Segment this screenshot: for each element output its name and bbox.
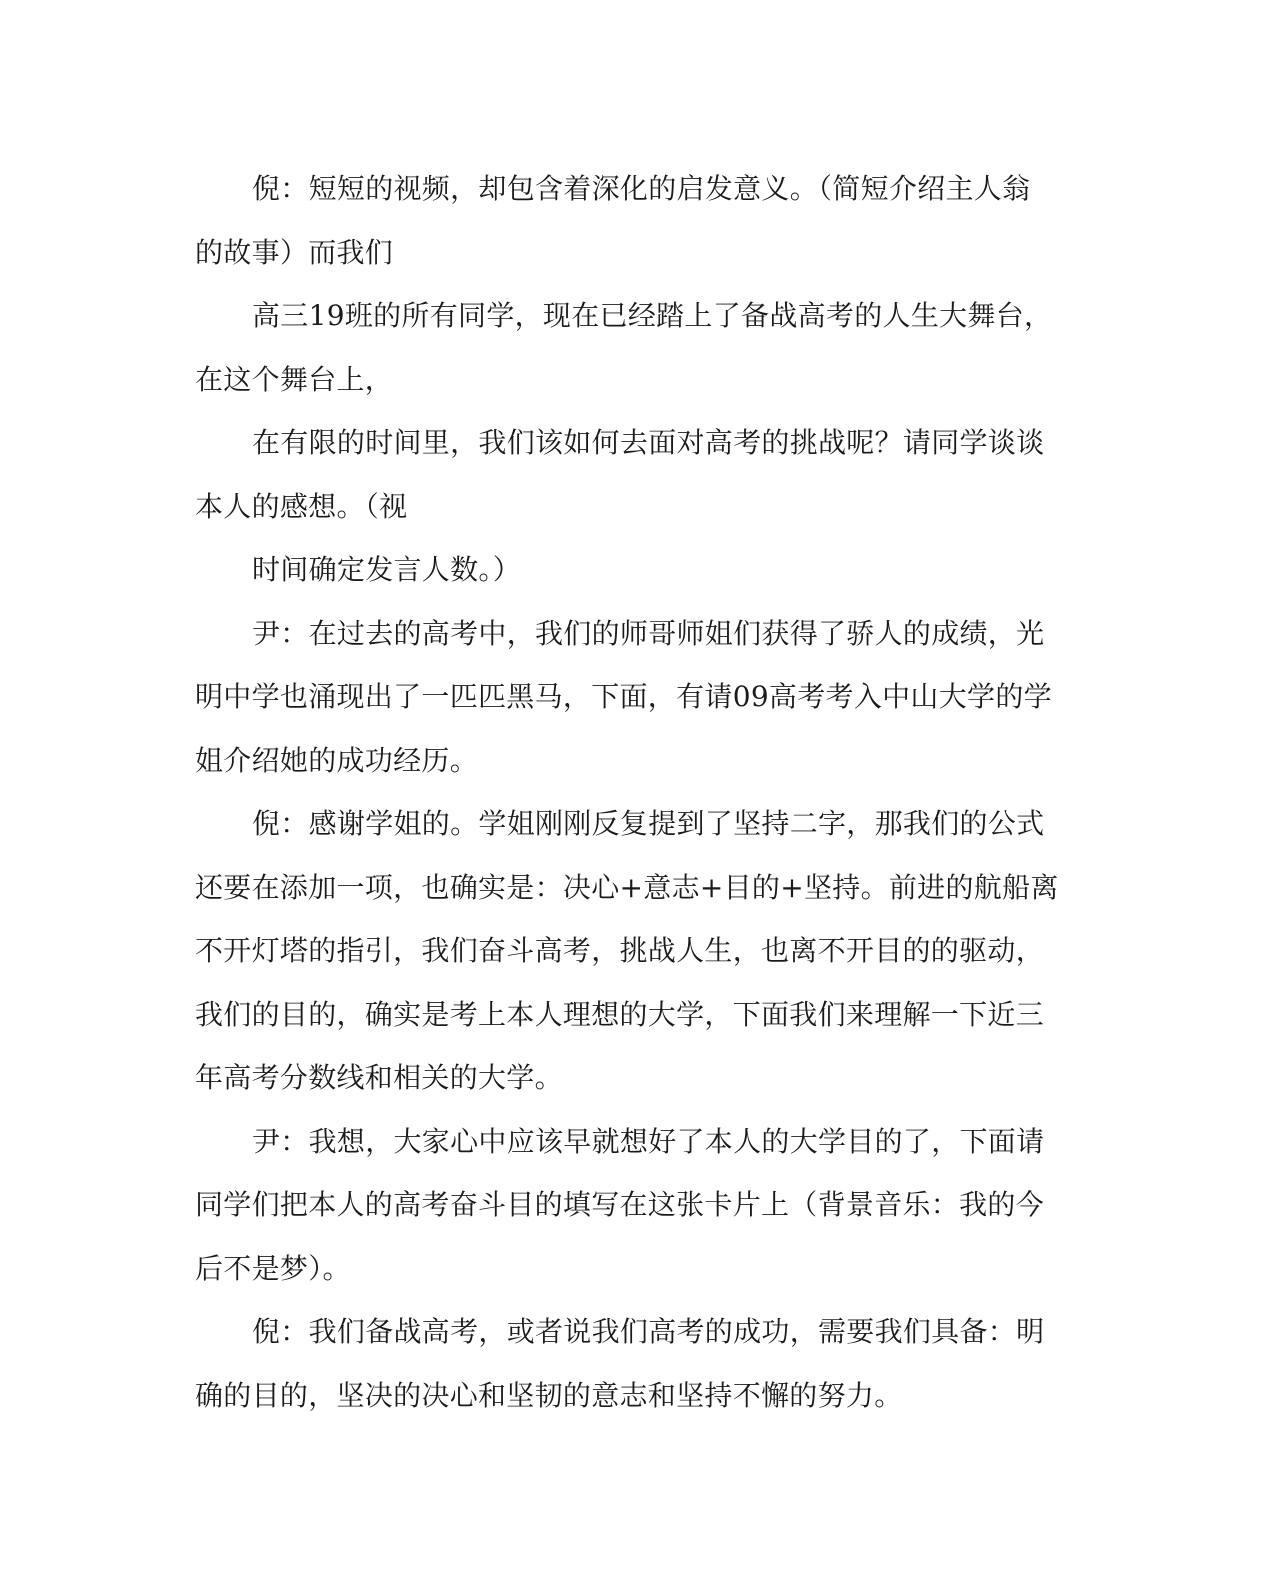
text-line: 的故事）而我们 (195, 235, 394, 269)
text-line: 还要在添加一项，也确实是：决心+意志+目的+坚持。前进的航船离 (195, 870, 1059, 904)
text-line: 倪：短短的视频，却包含着深化的启发意义。（简短介绍主人翁 (252, 172, 1031, 205)
text-line: 本人的感想。（视 (195, 489, 408, 523)
document-body (195, 157, 1059, 1427)
text-line: 高三19班的所有同学，现在已经踏上了备战高考的人生大舞台， (252, 299, 1053, 332)
text-line: 不开灯塔的指引，我们奋斗高考，挑战人生，也离不开目的的驱动， (195, 934, 1045, 967)
text-line: 明中学也涌现出了一匹匹黑马，下面，有请09高考考入中山大学的学 (195, 680, 1052, 713)
text-line: 我们的目的，确实是考上本人理想的大学，下面我们来理解一下近三 (195, 997, 1045, 1031)
text-line: 时间确定发言人数。） (252, 553, 522, 586)
text-line: 倪：我们备战高考，或者说我们高考的成功，需要我们具备：明 (252, 1315, 1045, 1348)
text-line: 确的目的，坚决的决心和坚韧的意志和坚持不懈的努力。 (195, 1378, 903, 1412)
text-line: 在有限的时间里，我们该如何去面对高考的挑战呢？请同学谈谈 (252, 426, 1045, 459)
text-line: 年高考分数线和相关的大学。 (195, 1061, 563, 1094)
text-line: 后不是梦）。 (195, 1251, 351, 1285)
text-line: 倪：感谢学姐的。学姐刚刚反复提到了坚持二字，那我们的公式 (252, 807, 1045, 840)
text-line: 同学们把本人的高考奋斗目的填写在这张卡片上（背景音乐：我的今 (195, 1188, 1045, 1221)
text-line: 在这个舞台上， (195, 362, 394, 396)
text-line: 姐介绍她的成功经历。 (195, 743, 479, 777)
text-line: 尹：我想，大家心中应该早就想好了本人的大学目的了，下面请 (252, 1124, 1045, 1158)
text-line: 尹：在过去的高考中，我们的师哥师姐们获得了骄人的成绩，光 (252, 616, 1045, 650)
